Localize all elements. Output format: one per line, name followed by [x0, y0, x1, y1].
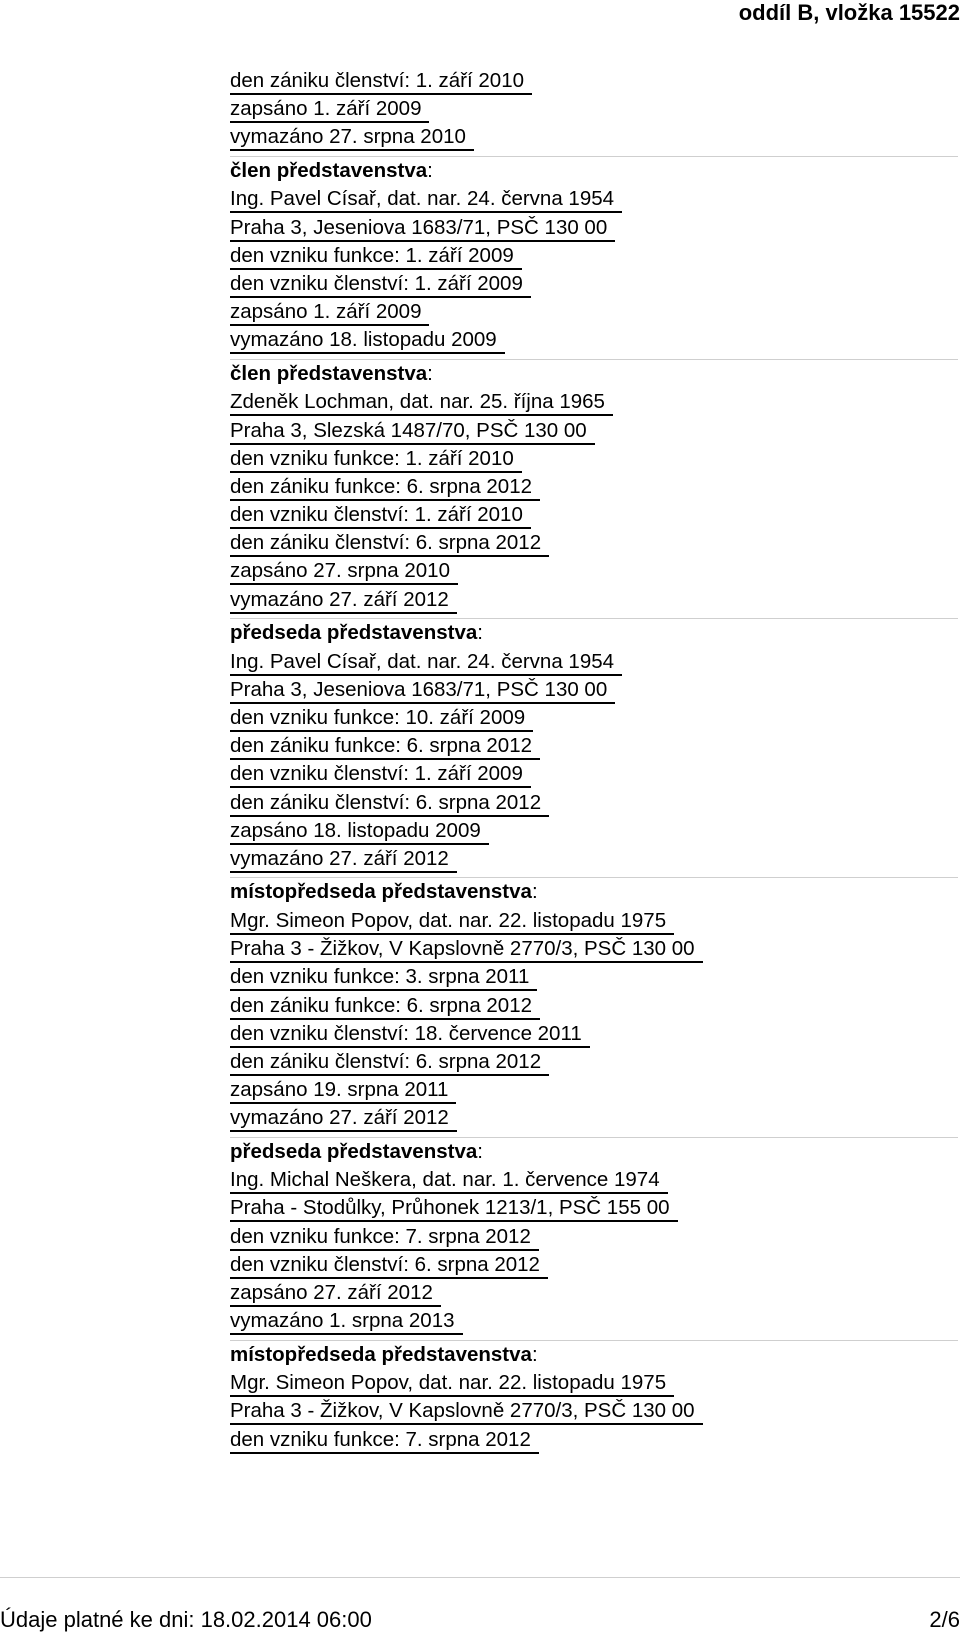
entry-line: den vzniku funkce: 10. září 2009	[230, 706, 958, 731]
entry-line: Mgr. Simeon Popov, dat. nar. 22. listopadu 1975	[230, 909, 958, 934]
entry-section	[230, 1137, 958, 1334]
entry-line: Praha 3 - Žižkov, V Kapslovně 2770/3, PSČ 130 00	[230, 937, 958, 962]
entry-line: den vzniku funkce: 3. srpna 2011	[230, 965, 958, 990]
entry-line: zapsáno 27. srpna 2010	[230, 559, 958, 584]
entry-line: den vzniku členství: 1. září 2009	[230, 762, 958, 787]
entry-line: den zániku členství: 1. září 2010	[230, 69, 958, 94]
entry-section	[230, 618, 958, 871]
document-header: oddíl B, vložka 15522	[738, 0, 960, 25]
entry-section	[230, 359, 958, 612]
entry-line: den zániku členství: 6. srpna 2012	[230, 531, 958, 556]
validity-date: Údaje platné ke dni: 18.02.2014 06:00	[0, 1607, 372, 1632]
entry-line: Ing. Pavel Císař, dat. nar. 24. června 1954	[230, 187, 958, 212]
entry-block-continued	[230, 69, 958, 150]
footer-divider	[0, 1577, 960, 1578]
entry-line: den zániku funkce: 6. srpna 2012	[230, 475, 958, 500]
entry-line: vymazáno 27. září 2012	[230, 1106, 958, 1131]
entry-line: vymazáno 27. září 2012	[230, 588, 958, 613]
entry-line: Ing. Michal Neškera, dat. nar. 1. července 1974	[230, 1168, 958, 1193]
entry-line: den vzniku funkce: 1. září 2009	[230, 244, 958, 269]
entry-line: den vzniku členství: 18. července 2011	[230, 1022, 958, 1047]
entry-line: zapsáno 1. září 2009	[230, 97, 958, 122]
entry-line: Mgr. Simeon Popov, dat. nar. 22. listopadu 1975	[230, 1371, 958, 1396]
entry-line: Zdeněk Lochman, dat. nar. 25. října 1965	[230, 390, 958, 415]
section-title: předseda představenstva:	[230, 621, 483, 645]
section-title: předseda představenstva:	[230, 1139, 483, 1163]
entry-line: den vzniku funkce: 1. září 2010	[230, 447, 958, 472]
entry-line: zapsáno 19. srpna 2011	[230, 1078, 958, 1103]
entry-line: den vzniku členství: 1. září 2009	[230, 272, 958, 297]
entry-line: vymazáno 1. srpna 2013	[230, 1309, 958, 1334]
entry-line: vymazáno 27. srpna 2010	[230, 125, 958, 150]
entry-line: den vzniku funkce: 7. srpna 2012	[230, 1225, 958, 1250]
entry-line: zapsáno 1. září 2009	[230, 300, 958, 325]
entry-line: vymazáno 18. listopadu 2009	[230, 328, 958, 353]
entry-line: Praha 3, Jeseniova 1683/71, PSČ 130 00	[230, 216, 958, 241]
page-number: 2/6	[929, 1607, 960, 1632]
entry-line: vymazáno 27. září 2012	[230, 847, 958, 872]
entry-line: den vzniku funkce: 7. srpna 2012	[230, 1428, 958, 1453]
section-title: místopředseda představenstva:	[230, 1342, 538, 1366]
entry-line: den zániku členství: 6. srpna 2012	[230, 791, 958, 816]
entry-line: Praha - Stodůlky, Průhonek 1213/1, PSČ 155 00	[230, 1196, 958, 1221]
entry-line: zapsáno 27. září 2012	[230, 1281, 958, 1306]
entry-line: Praha 3, Jeseniova 1683/71, PSČ 130 00	[230, 678, 958, 703]
register-content	[230, 69, 958, 1456]
section-title: člen představenstva:	[230, 158, 433, 182]
entry-line: den zániku členství: 6. srpna 2012	[230, 1050, 958, 1075]
entry-line: den zániku funkce: 6. srpna 2012	[230, 994, 958, 1019]
entry-line: Praha 3, Slezská 1487/70, PSČ 130 00	[230, 419, 958, 444]
entry-line: Praha 3 - Žižkov, V Kapslovně 2770/3, PSČ 130 00	[230, 1399, 958, 1424]
section-title: člen představenstva:	[230, 361, 433, 385]
section-title: místopředseda představenstva:	[230, 880, 538, 904]
entry-section	[230, 1340, 958, 1452]
entry-line: den vzniku členství: 1. září 2010	[230, 503, 958, 528]
entry-section	[230, 877, 958, 1130]
entry-line: den vzniku členství: 6. srpna 2012	[230, 1253, 958, 1278]
entry-line: zapsáno 18. listopadu 2009	[230, 819, 958, 844]
entry-line: den zániku funkce: 6. srpna 2012	[230, 734, 958, 759]
entry-line: Ing. Pavel Císař, dat. nar. 24. června 1954	[230, 650, 958, 675]
entry-section	[230, 156, 958, 353]
